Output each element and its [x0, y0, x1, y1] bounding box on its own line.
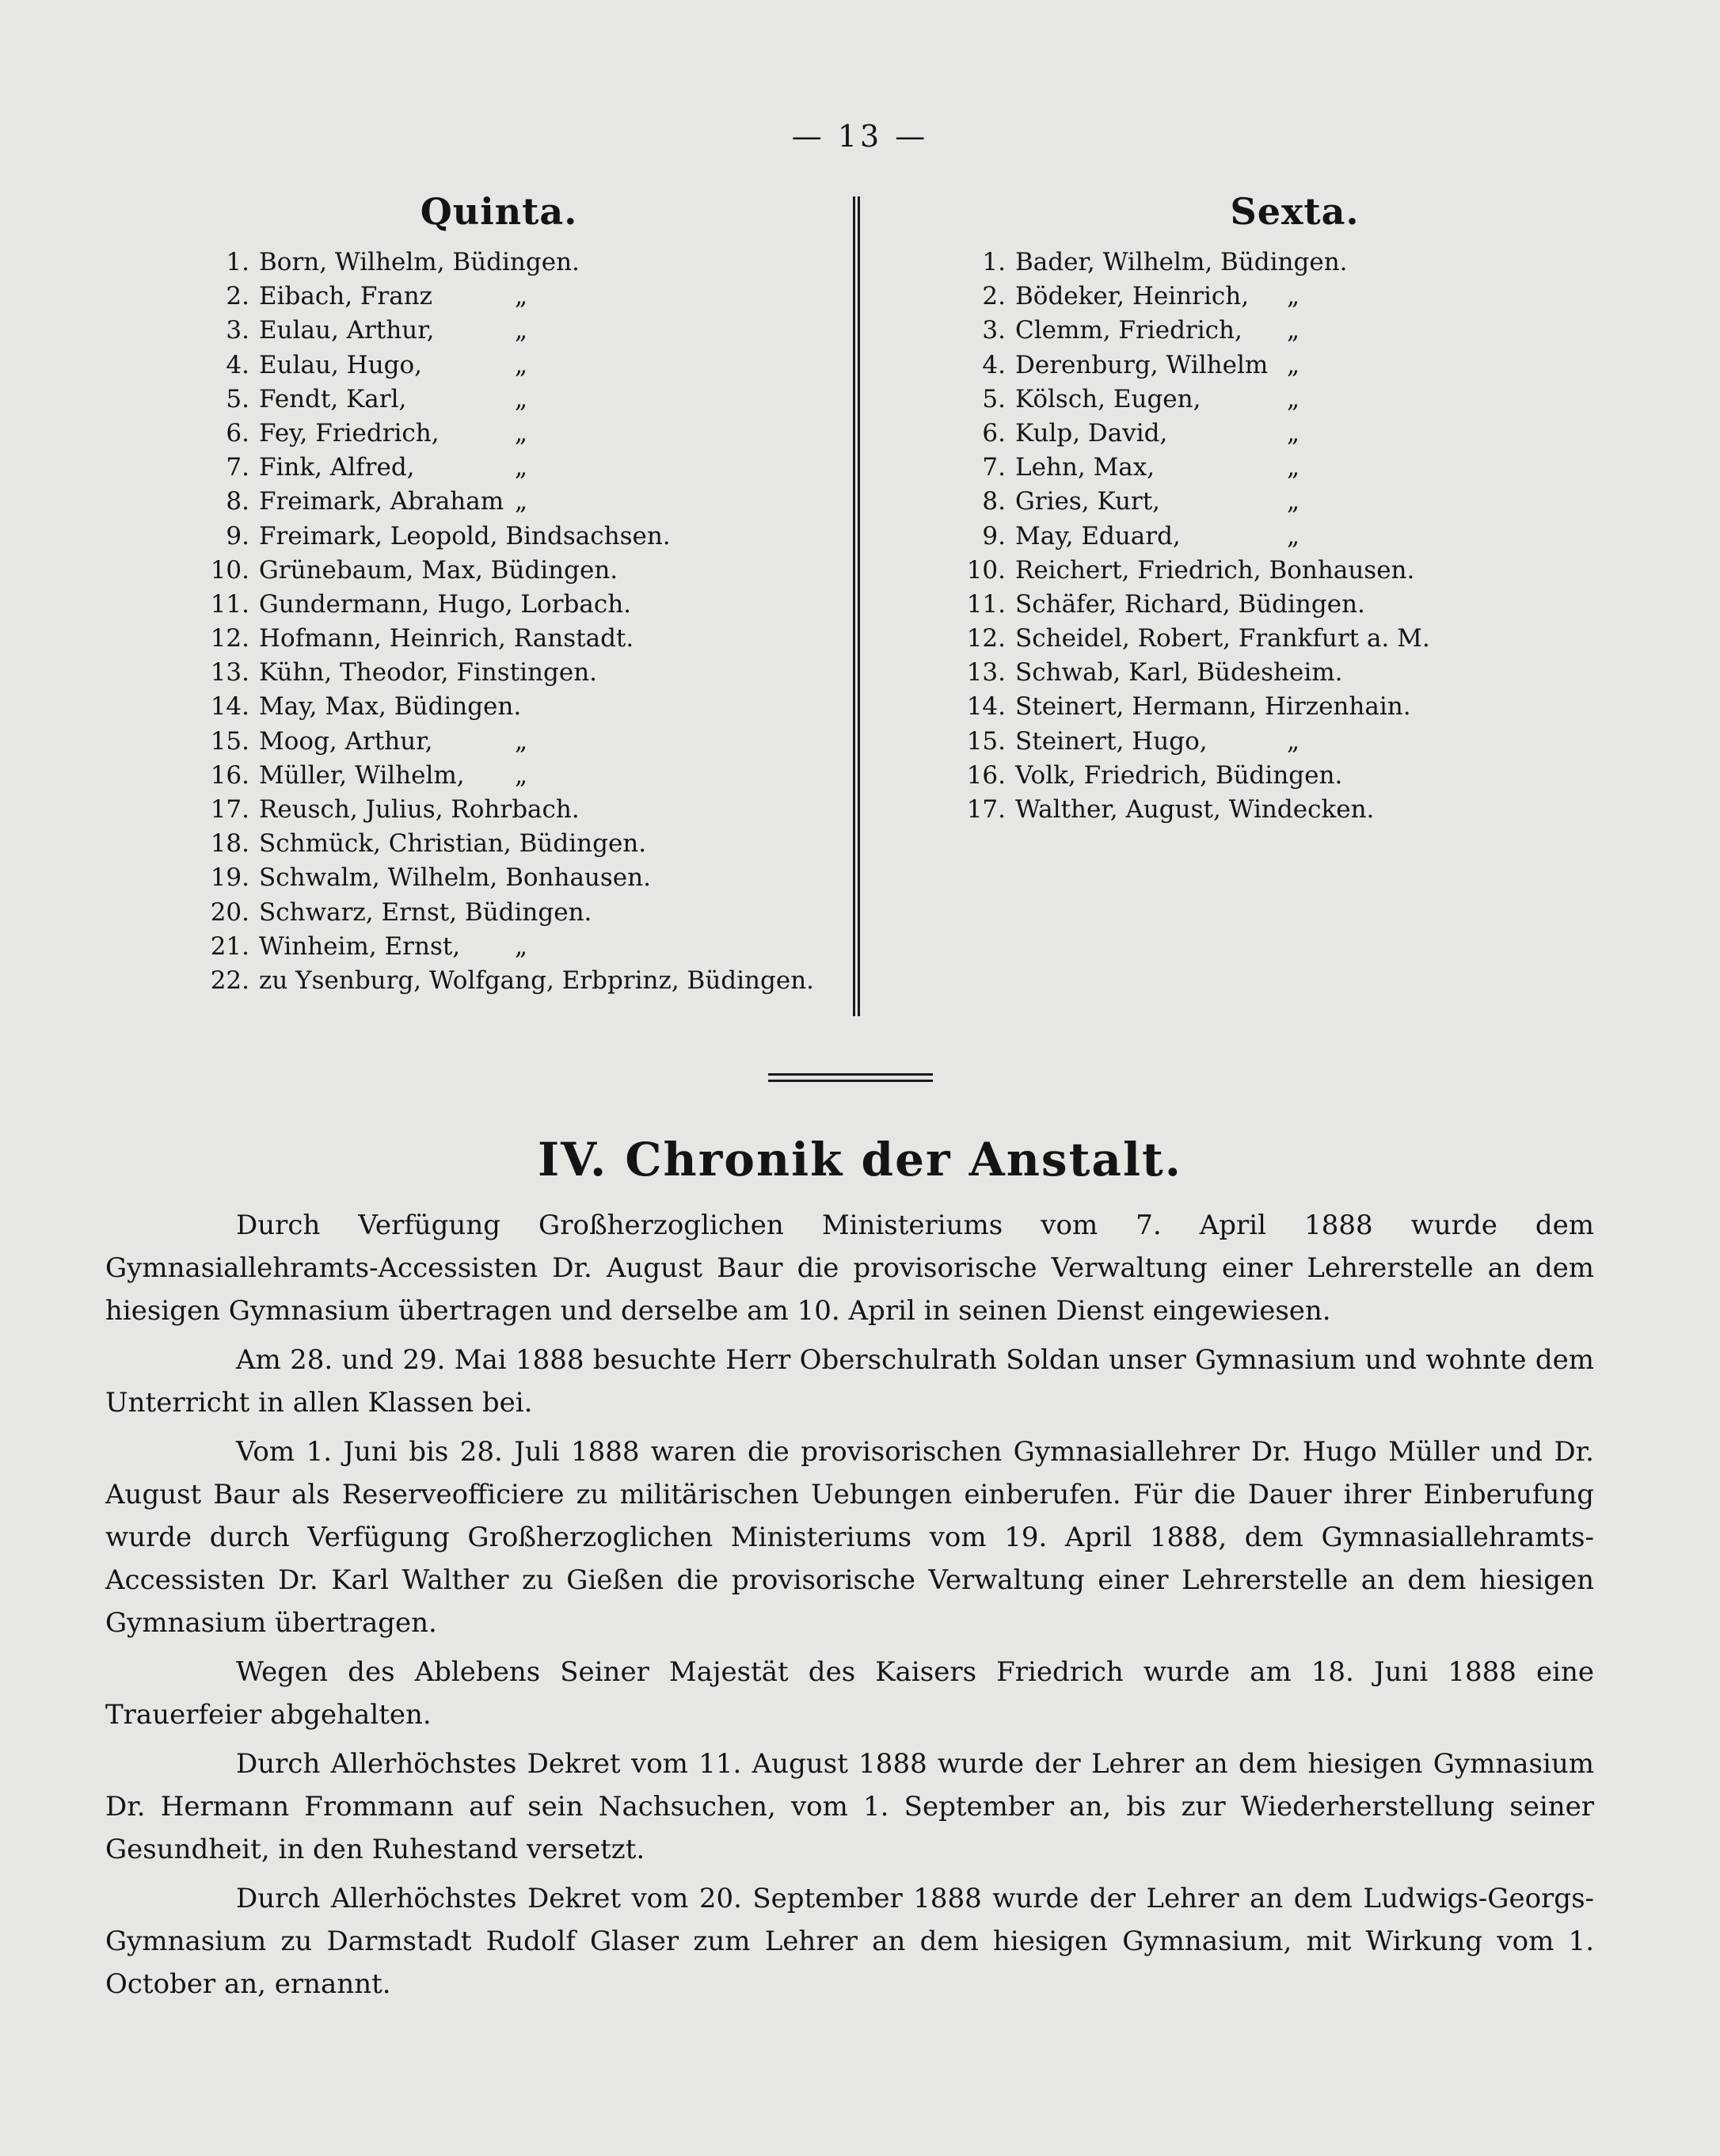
entry-name: Clemm, Friedrich, — [1015, 316, 1242, 345]
list-item — [198, 930, 847, 964]
entry-name: Hofmann, Heinrich, Ranstadt. — [259, 624, 634, 653]
ditto-mark: „ — [1287, 726, 1300, 756]
entry-name: Schmück, Christian, Büdingen. — [259, 829, 647, 859]
entry-name: Schwab, Karl, Büdesheim. — [1015, 658, 1343, 688]
entry-number: 10. — [966, 555, 1006, 585]
quinta-list — [198, 246, 847, 998]
ditto-mark: „ — [1287, 282, 1300, 311]
entry-name: Schwarz, Ernst, Büdingen. — [259, 897, 592, 927]
entry-number: 16. — [210, 760, 249, 790]
list-item — [954, 690, 1635, 724]
entry-number: 8. — [982, 487, 1006, 516]
column-divider — [858, 196, 860, 1016]
paragraph: Durch Verfügung Großherzoglichen Ministeriums vom 7. April 1888 wurde dem Gymnasiallehramts-Accessisten Dr. August Baur die provisorische Verwaltung einer Lehrerstelle an dem hiesigen Gymnasium übertragen und derselbe am 10. April in seinen Dienst eingewiesen. — [105, 1209, 1594, 1327]
list-item — [198, 793, 847, 827]
entry-number: 12. — [966, 624, 1006, 653]
entry-name: Derenburg, Wilhelm — [1015, 350, 1269, 379]
list-item — [954, 417, 1635, 451]
entry-name: Reusch, Julius, Rohrbach. — [259, 795, 580, 824]
chronik-body — [105, 1204, 1594, 2012]
ditto-mark: „ — [1287, 418, 1300, 448]
ditto-mark: „ — [515, 350, 528, 379]
list-item — [954, 314, 1635, 348]
list-item — [954, 622, 1635, 656]
list-item — [954, 485, 1635, 519]
ditto-mark: „ — [515, 487, 528, 516]
column-divider — [853, 196, 855, 1016]
ditto-mark: „ — [515, 282, 528, 311]
entry-name: Walther, August, Windecken. — [1015, 795, 1375, 824]
ditto-mark: „ — [515, 931, 528, 961]
entry-number: 5. — [982, 384, 1006, 413]
list-item — [954, 759, 1635, 793]
entry-number: 13. — [210, 658, 249, 688]
list-item — [198, 588, 847, 622]
entry-number: 9. — [982, 521, 1006, 550]
entry-name: Steinert, Hugo, — [1015, 726, 1208, 756]
list-item — [954, 451, 1635, 485]
list-item — [954, 280, 1635, 314]
list-item — [954, 554, 1635, 588]
sexta-list — [954, 246, 1635, 827]
ditto-mark: „ — [1287, 316, 1300, 345]
entry-number: 17. — [966, 795, 1006, 824]
entry-number: 19. — [210, 863, 249, 893]
entry-name: Bader, Wilhelm, Büdingen. — [1015, 248, 1348, 276]
entry-name: zu Ysenburg, Wolfgang, Erbprinz, Büdingen. — [259, 966, 815, 995]
entry-number: 15. — [966, 726, 1006, 756]
section-divider — [768, 1073, 933, 1076]
entry-name: Steinert, Hermann, Hirzenhain. — [1015, 692, 1411, 722]
entry-number: 11. — [210, 589, 249, 619]
list-item — [198, 622, 847, 656]
entry-number: 3. — [226, 316, 249, 345]
list-item — [954, 383, 1635, 417]
list-item — [198, 861, 847, 895]
entry-name: Scheidel, Robert, Frankfurt a. M. — [1015, 624, 1430, 653]
entry-number: 14. — [966, 692, 1006, 722]
entry-name: Freimark, Abraham — [259, 487, 504, 516]
entry-number: 5. — [226, 384, 249, 413]
entry-number: 7. — [982, 453, 1006, 482]
section-divider — [768, 1080, 933, 1082]
entry-number: 16. — [966, 760, 1006, 790]
list-item — [198, 314, 847, 348]
paragraph: Durch Allerhöchstes Dekret vom 11. August 1888 wurde der Lehrer an dem hiesigen Gymnasium Dr. Hermann Frommann auf sein Nachsuchen, vom 1. September an, bis zur Wiederherstellung seiner Gesundheit, in den Ruhestand versetzt. — [105, 1748, 1594, 1865]
entry-number: 15. — [210, 726, 249, 756]
entry-name: Schwalm, Wilhelm, Bonhausen. — [259, 863, 651, 893]
paragraph: Am 28. und 29. Mai 1888 besuchte Herr Oberschulrath Soldan unser Gymnasium und wohnte dem Unterricht in allen Klassen bei. — [105, 1344, 1594, 1419]
entry-number: 17. — [210, 795, 249, 824]
entry-number: 7. — [226, 453, 249, 482]
entry-name: Eulau, Arthur, — [259, 316, 435, 345]
section-title: IV. Chronik der Anstalt. — [538, 1133, 1182, 1187]
ditto-mark: „ — [1287, 453, 1300, 482]
list-item — [198, 759, 847, 793]
entry-name: Schäfer, Richard, Büdingen. — [1015, 589, 1365, 619]
list-item — [198, 656, 847, 690]
entry-number: 4. — [982, 350, 1006, 379]
list-item — [198, 554, 847, 588]
list-item — [198, 827, 847, 861]
list-item — [198, 246, 847, 280]
entry-name: Fendt, Karl, — [259, 384, 407, 413]
entry-name: Freimark, Leopold, Bindsachsen. — [259, 521, 671, 550]
entry-number: 20. — [210, 897, 249, 927]
entry-name: Lehn, Max, — [1015, 453, 1155, 482]
list-item — [198, 725, 847, 759]
ditto-mark: „ — [515, 316, 528, 345]
entry-name: Eulau, Hugo, — [259, 350, 423, 379]
list-item — [198, 485, 847, 519]
entry-number: 12. — [210, 624, 249, 653]
entry-name: Bödeker, Heinrich, — [1015, 282, 1250, 311]
entry-number: 1. — [226, 248, 249, 276]
paragraph: Durch Allerhöchstes Dekret vom 20. September 1888 wurde der Lehrer an dem Ludwigs-Georgs-Gymnasium zu Darmstadt Rudolf Glaser zum Lehrer an dem hiesigen Gymnasium, mit Wirkung vom 1. October an, ernannt. — [105, 1883, 1594, 2000]
entry-number: 1. — [982, 248, 1006, 276]
entry-number: 11. — [966, 589, 1006, 619]
entry-name: Fey, Friedrich, — [259, 418, 440, 448]
paragraph: Wegen des Ablebens Seiner Majestät des Kaisers Friedrich wurde am 18. Juni 1888 eine Trauerfeier abgehalten. — [105, 1656, 1594, 1731]
page-number: — 13 — — [791, 119, 929, 154]
entry-number: 22. — [210, 966, 249, 995]
entry-number: 13. — [966, 658, 1006, 688]
list-item — [198, 417, 847, 451]
ditto-mark: „ — [1287, 384, 1300, 413]
entry-number: 14. — [210, 692, 249, 722]
ditto-mark: „ — [515, 726, 528, 756]
entry-name: May, Eduard, — [1015, 521, 1181, 550]
quinta-heading: Quinta. — [420, 190, 578, 233]
entry-name: Müller, Wilhelm, — [259, 760, 465, 790]
list-item — [198, 690, 847, 724]
entry-number: 2. — [226, 282, 249, 311]
entry-name: Reichert, Friedrich, Bonhausen. — [1015, 555, 1415, 585]
list-item — [954, 349, 1635, 383]
sexta-column — [954, 190, 1635, 827]
entry-number: 10. — [210, 555, 249, 585]
entry-number: 4. — [226, 350, 249, 379]
entry-name: Kölsch, Eugen, — [1015, 384, 1201, 413]
entry-number: 6. — [982, 418, 1006, 448]
quinta-column — [198, 190, 847, 998]
entry-name: Winheim, Ernst, — [259, 931, 461, 961]
list-item — [198, 383, 847, 417]
list-item — [954, 725, 1635, 759]
ditto-mark: „ — [515, 453, 528, 482]
list-item — [198, 896, 847, 930]
entry-number: 8. — [226, 487, 249, 516]
entry-name: Kühn, Theodor, Finstingen. — [259, 658, 598, 688]
list-item — [954, 656, 1635, 690]
list-item — [954, 588, 1635, 622]
entry-name: Grünebaum, Max, Büdingen. — [259, 555, 618, 585]
entry-number: 18. — [210, 829, 249, 859]
entry-number: 21. — [210, 931, 249, 961]
entry-name: Moog, Arthur, — [259, 726, 433, 756]
entry-name: Kulp, David, — [1015, 418, 1168, 448]
list-item — [198, 451, 847, 485]
sexta-heading: Sexta. — [1230, 190, 1360, 233]
entry-name: Gries, Kurt, — [1015, 487, 1161, 516]
ditto-mark: „ — [1287, 350, 1300, 379]
ditto-mark: „ — [515, 384, 528, 413]
paragraph: Vom 1. Juni bis 28. Juli 1888 waren die provisorischen Gymnasiallehrer Dr. Hugo Müller und Dr. August Baur als Reserveofficiere zu militärischen Uebungen einberufen. Für die Dauer ihrer Einberufung wurde durch Verfügung Großherzoglichen Ministeriums vom 19. April 1888, dem Gymnasiallehramts-Accessisten Dr. Karl Walther zu Gießen die provisorische Verwaltung einer Lehrerstelle an dem hiesigen Gymnasium übertragen. — [105, 1436, 1594, 1639]
list-item — [198, 280, 847, 314]
entry-name: May, Max, Büdingen. — [259, 692, 522, 722]
ditto-mark: „ — [515, 760, 528, 790]
ditto-mark: „ — [1287, 487, 1300, 516]
list-item — [954, 520, 1635, 554]
list-item — [198, 520, 847, 554]
entry-number: 3. — [982, 316, 1006, 345]
entry-name: Volk, Friedrich, Büdingen. — [1015, 760, 1343, 790]
ditto-mark: „ — [515, 418, 528, 448]
entry-number: 6. — [226, 418, 249, 448]
entry-name: Eibach, Franz — [259, 282, 433, 311]
list-item — [198, 349, 847, 383]
entry-name: Born, Wilhelm, Büdingen. — [259, 248, 580, 276]
entry-name: Fink, Alfred, — [259, 453, 415, 482]
entry-number: 2. — [982, 282, 1006, 311]
list-item — [954, 246, 1635, 280]
entry-number: 9. — [226, 521, 249, 550]
ditto-mark: „ — [1287, 521, 1300, 550]
entry-name: Gundermann, Hugo, Lorbach. — [259, 589, 632, 619]
list-item — [198, 964, 847, 998]
list-item — [954, 793, 1635, 827]
